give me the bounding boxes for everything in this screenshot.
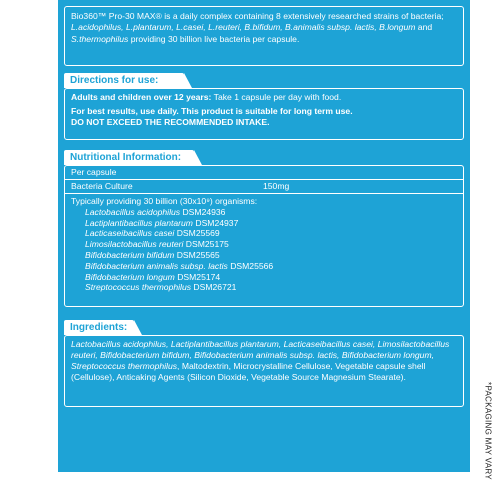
strain-item: Lacticaseibacillus casei DSM25569 (85, 228, 220, 239)
intro-strains: L.acidophilus, L.plantarum, L.casei, L.reuteri, B.bifidum, B.animalis subsp. lactis, B.longum (71, 22, 416, 33)
label-panel (58, 0, 470, 472)
nutrition-title: Nutritional Information: (64, 150, 194, 165)
strain-item: Streptococcus thermophilus DSM26721 (85, 282, 237, 293)
directions-age-label: Adults and children over 12 years: (71, 92, 212, 102)
strain-item: Bifidobacterium bifidum DSM25565 (85, 249, 220, 260)
intro-text-3: providing 30 billion live bacteria per capsule. (128, 33, 300, 44)
ingredients-title: Ingredients: (64, 320, 134, 335)
directions-usage: For best results, use daily. This product is suitable for long term use. (71, 105, 353, 116)
organisms-heading: Typically providing 30 billion (30x10⁹) organisms: (71, 196, 258, 206)
nutrition-box (64, 165, 464, 307)
intro-strain-last: S.thermophilus (71, 33, 129, 44)
packaging-note-text: *PACKAGING MAY VARY (483, 382, 493, 480)
ingredients-rest: , Maltodextrin, Microcrystalline Cellulose, Vegetable capsule shell (Cellulose), Anticaking Agents (Silicon Dioxide, Vegetable Source Magnesium Stearate). (71, 361, 426, 382)
intro-text-1: Bio360™ Pro-30 MAX® is a daily complex containing 8 extensively researched strains of bacteria; (71, 11, 444, 21)
intro-text-2: and (415, 22, 433, 33)
nutrition-per-capsule: Per capsule (65, 166, 463, 180)
organisms-list (65, 194, 463, 295)
packaging-note (482, 376, 494, 486)
strain-item: Bifidobacterium animalis subsp. lactis DSM25566 (85, 260, 274, 271)
intro-box (64, 6, 464, 66)
directions-warning: DO NOT EXCEED THE RECOMMENDED INTAKE. (71, 116, 270, 127)
strain-item: Lactiplantibacillus plantarum DSM24937 (85, 217, 239, 228)
strain-item: Lactobacillus acidophilus DSM24936 (85, 206, 226, 217)
strain-item: Bifidobacterium longum DSM25174 (85, 271, 221, 282)
culture-label: Bacteria Culture (71, 181, 133, 191)
strain-item: Limosilactobacillus reuteri DSM25175 (85, 239, 229, 250)
directions-dose: Take 1 capsule per day with food. (211, 92, 342, 102)
culture-amount: 150mg (263, 181, 290, 191)
directions-box (64, 88, 464, 140)
ingredients-box (64, 335, 464, 407)
directions-title: Directions for use: (64, 73, 184, 88)
nutrition-culture-row (65, 180, 463, 194)
ingredients-strains: Lactobacillus acidophilus, Lactiplantibacillus plantarum, Lacticaseibacillus casei, Limosilactobacillus reuteri, Bifidobacterium bifidum, Bifidobacterium animalis subsp. lactis, Bifidobacterium longum, Streptococcus thermophilus (71, 339, 450, 371)
